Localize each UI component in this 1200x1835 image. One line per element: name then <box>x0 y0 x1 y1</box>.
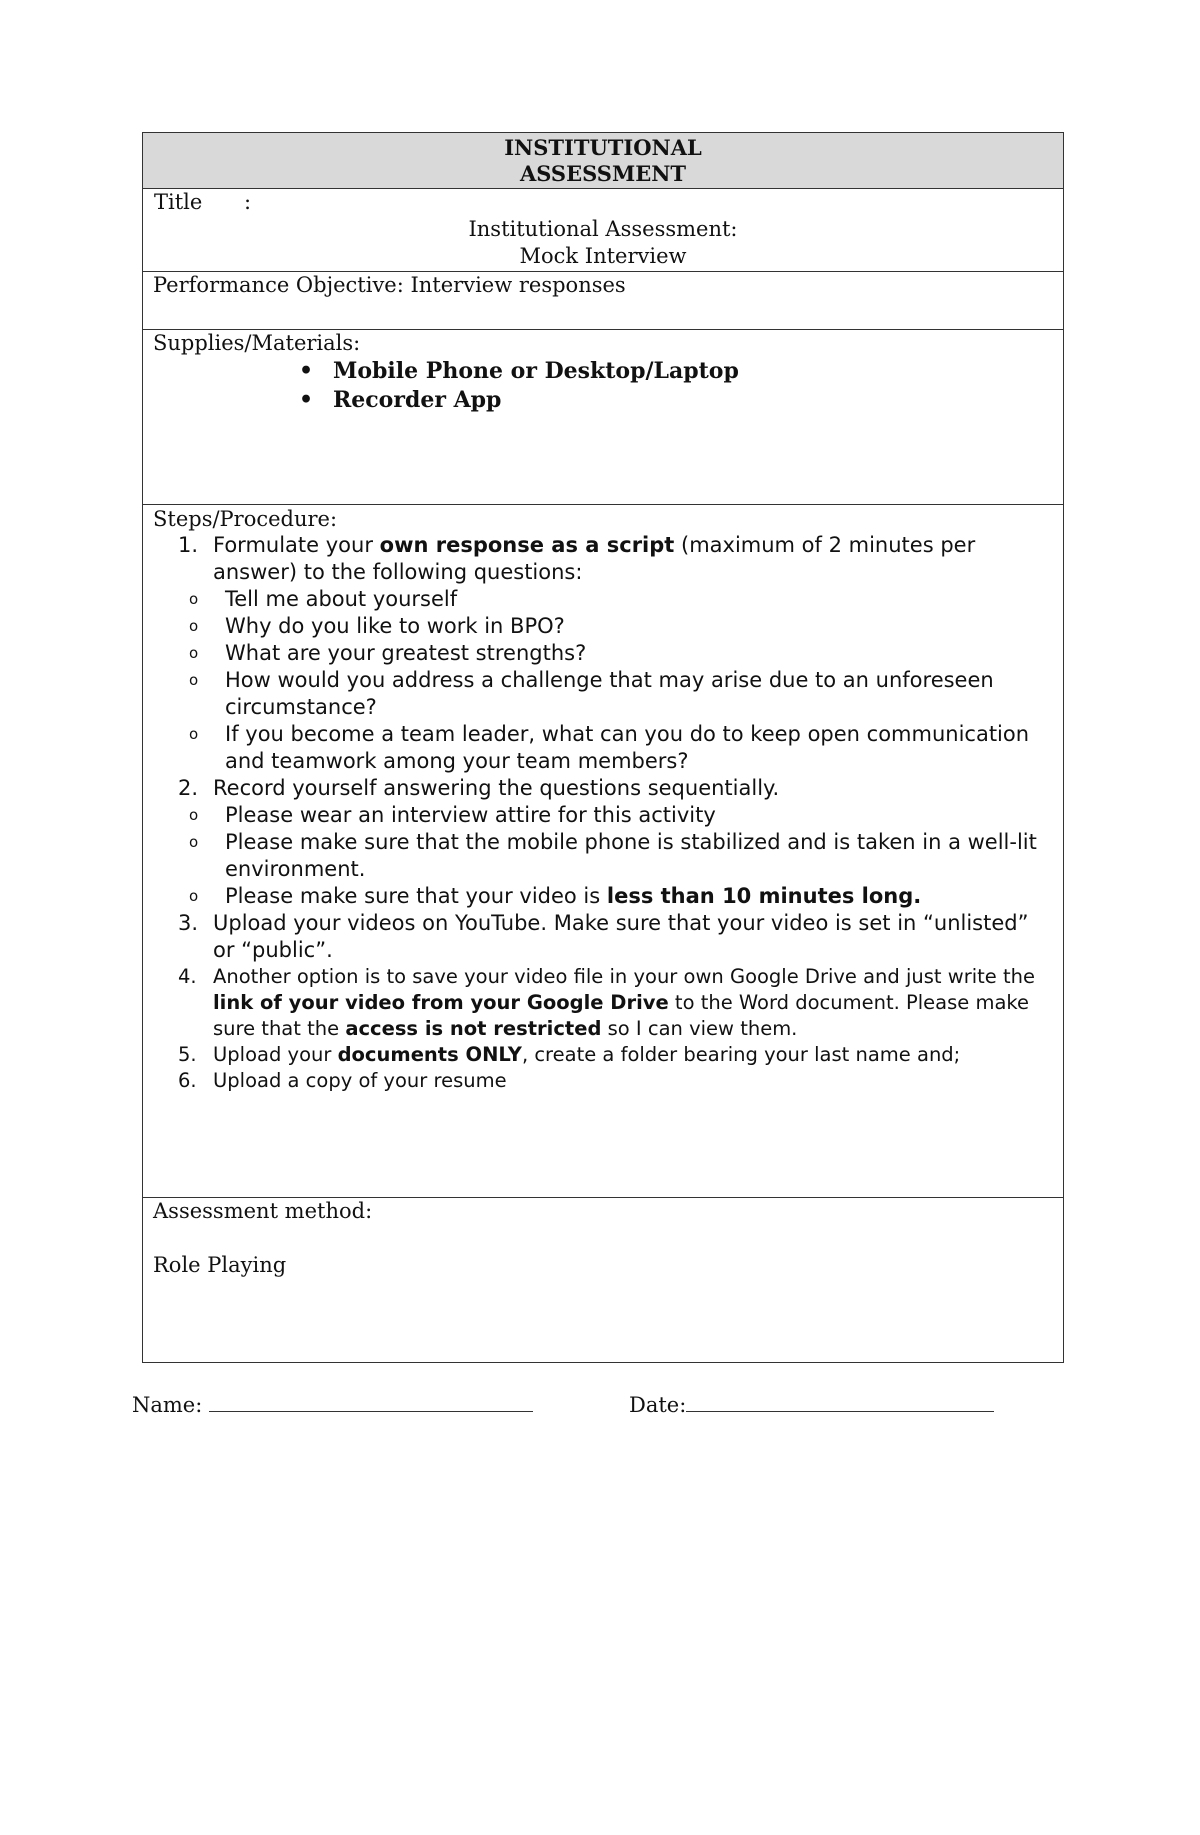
steps-row <box>143 505 1064 1198</box>
title-label: Title <box>154 190 203 214</box>
tip-item: o Please make sure that the mobile phone is stabilized and is taken in a well-lit environment. <box>189 830 1037 881</box>
title-value-line-2: Mock Interview <box>519 244 687 268</box>
assessment-method-heading: Assessment method: <box>153 1199 373 1223</box>
step-number: 2. <box>178 776 199 800</box>
supplies-heading: Supplies/Materials: <box>153 331 361 355</box>
supplies-list <box>153 357 1053 415</box>
performance-objective-row <box>143 272 1064 330</box>
supply-item: • Mobile Phone or Desktop/Laptop <box>333 357 1053 386</box>
step-3: 3. Upload your videos on YouTube. Make sure that your video is set in “unlisted” or “public”. <box>178 911 1029 962</box>
question-item: o How would you address a challenge that may arise due to an unforeseen circumstance? <box>189 668 994 719</box>
supply-item: • Recorder App <box>333 386 1053 415</box>
step-number: 6. <box>178 1069 197 1092</box>
assessment-method-value: Role Playing <box>153 1253 287 1277</box>
tip-item: o Please make sure that your video is less than 10 minutes long. <box>189 884 922 908</box>
date-blank-line[interactable] <box>686 1393 994 1412</box>
name-field[interactable] <box>132 1393 533 1417</box>
title-value-line-1: Institutional Assessment: <box>468 217 738 241</box>
step-number: 3. <box>178 911 199 935</box>
name-label: Name: <box>132 1393 209 1417</box>
step-2: 2. Record yourself answering the questions sequentially. o Please wear an interview attire for this activity o Please make sure that the mobile phone is stabilized and is taken in a well-lit environment. o Please make sure that your video is less than 10 minutes long. <box>153 775 1053 910</box>
assessment-method-row <box>143 1198 1064 1363</box>
question-item: o Why do you like to work in BPO? <box>189 614 565 638</box>
question-item: o What are your greatest strengths? <box>189 641 587 665</box>
steps-list <box>153 532 1053 1094</box>
question-list <box>189 586 1053 775</box>
name-blank-line[interactable] <box>209 1393 533 1412</box>
step-1: 1. Formulate your own response as a script (maximum of 2 minutes per answer) to the following questions: o Tell me about yourself o Why do you like to work in BPO? o What are your greatest strengths? o How would you address a challenge that may arise due to an unforeseen circumstance? o If you become a team leader, what can you do to keep open communication and teamwork among your team members? <box>153 532 1053 775</box>
step-number: 5. <box>178 1043 197 1066</box>
steps-heading: Steps/Procedure: <box>153 507 338 531</box>
supplies-row <box>143 330 1064 505</box>
question-item: o Tell me about yourself <box>189 587 458 611</box>
step-4: 4. Another option is to save your video file in your own Google Drive and just write the link of your video from your Google Drive to the Word document. Please make sure that the access is not restricted so I can view them. <box>178 965 1035 1040</box>
performance-objective: Performance Objective: Interview responses <box>153 273 626 297</box>
form-header <box>143 133 1064 189</box>
header-line-1: INSTITUTIONAL <box>504 135 702 160</box>
step-5: 5. Upload your documents ONLY, create a folder bearing your last name and; <box>178 1043 961 1066</box>
date-label: Date: <box>629 1393 687 1417</box>
date-field[interactable] <box>629 1393 994 1417</box>
title-colon: : <box>244 190 252 214</box>
assessment-form-table <box>142 132 1064 1363</box>
step-number: 4. <box>178 965 197 988</box>
title-row <box>143 189 1064 272</box>
step-number: 1. <box>178 533 199 557</box>
question-item: o If you become a team leader, what can you do to keep open communication and teamwork among your team members? <box>189 722 1030 773</box>
recording-tips-list <box>189 802 1053 910</box>
step-6: 6. Upload a copy of your resume <box>178 1069 507 1092</box>
tip-item: o Please wear an interview attire for this activity <box>189 803 716 827</box>
header-line-2: ASSESSMENT <box>519 161 687 186</box>
